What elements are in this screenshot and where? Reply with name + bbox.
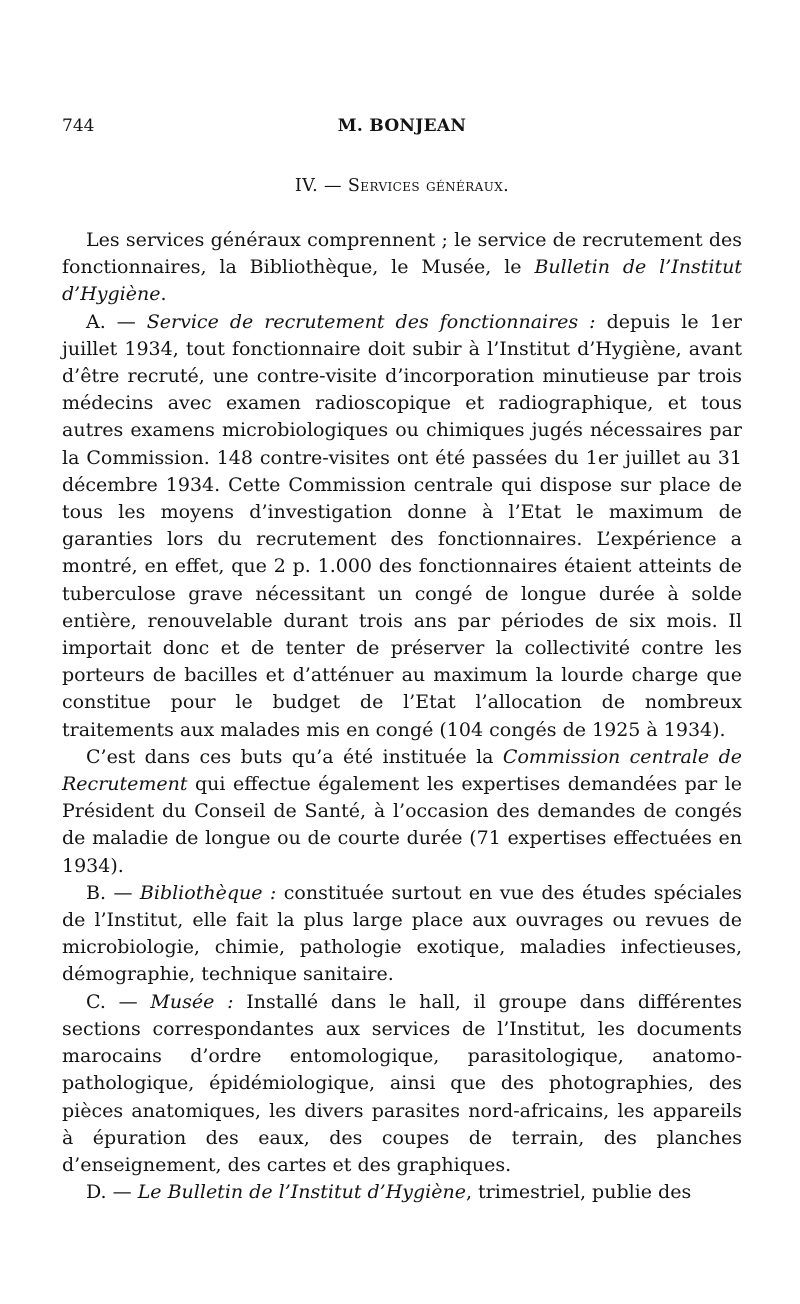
text-run: D. — bbox=[86, 1181, 138, 1204]
page-header bbox=[62, 116, 742, 140]
paragraph-intro bbox=[62, 227, 742, 309]
italic-run: Bulletin de l’Institut d’Hygiène bbox=[62, 256, 743, 306]
paragraph-commission bbox=[62, 744, 742, 880]
italic-run: Commission centrale de Recrutement bbox=[62, 745, 742, 796]
text-run: C’est dans ces buts qu’a été instituée la bbox=[86, 745, 503, 768]
text-run: C. — bbox=[86, 990, 151, 1013]
paragraph-musee bbox=[62, 989, 742, 1179]
text-run: . bbox=[160, 283, 167, 306]
body-text bbox=[62, 227, 742, 1206]
paragraph-bibliotheque bbox=[62, 880, 742, 989]
text-run: , trimestriel, publie des bbox=[465, 1181, 692, 1204]
text-run: Les services généraux comprennent ; le service de recrutement des fonctionnaires, la Bibliothèque, le Musée, le bbox=[62, 229, 742, 279]
paragraph-bulletin bbox=[62, 1179, 742, 1206]
page-number: 744 bbox=[62, 116, 95, 136]
text-run: Installé dans le hall, il groupe dans différentes sections correspondantes aux services de l’Institut, les documents marocains d’ordre entomologique, parasitologique, anatomo-pathologique, épidémiologique, ainsi que des photographies, des pièces anatomiques, les divers parasites nord-africains, les appareils à épuration des eaux, des coupes de terrain, des planches d’enseignement, des cartes et des graphiques. bbox=[62, 990, 743, 1176]
text-run: A. — bbox=[86, 310, 147, 333]
running-head: M. BONJEAN bbox=[337, 116, 467, 136]
italic-run: Le Bulletin de l’Institut d’Hygiène bbox=[137, 1181, 466, 1204]
paragraph-recrutement bbox=[62, 309, 742, 744]
italic-run: Service de recrutement des fonctionnaires : bbox=[146, 310, 596, 333]
section-heading: IV. — Services généraux. bbox=[294, 176, 510, 196]
text-run: constituée surtout en vue des études spéciales de l’Institut, elle fait la plus large place aux ouvrages ou revues de microbiologie, chimie, pathologie exotique, maladies infectieuses, démographie, technique sanitaire. bbox=[62, 881, 742, 986]
italic-run: Bibliothèque : bbox=[139, 881, 277, 904]
text-run: depuis le 1er juillet 1934, tout fonctionnaire doit subir à l’Institut d’Hygiène, avant d’être recruté, une contre-visite d’incorporation minutieuse par trois médecins avec examen radioscopique et radiographique, et tous autres examens microbiologiques ou chimiques jugés nécessaires par la Commission. 148 contre-visites ont été passées du 1er juillet au 31 décembre 1934. Cette Commission centrale qui dispose sur place de tous les moyens d’investigation donne à l’Etat le maximum de garanties lors du recrutement des fonctionnaires. L’expérience a montré, en effet, que 2 p. 1.000 des fonctionnaires étaient atteints de tuberculose grave nécessitant un congé de longue durée à solde entière, renouvelable durant trois ans par périodes de six mois. Il importait donc et de tenter de préserver la collectivité contre les porteurs de bacilles et d’atténuer au maximum la lourde charge que constitue pour le budget de l’Etat l’allocation de nombreux traitements aux malades mis en congé (104 congés de 1925 à 1934). bbox=[62, 310, 742, 741]
text-run: B. — bbox=[86, 881, 140, 904]
text-run: qui effectue également les expertises demandées par le Président du Conseil de Santé, à l’occasion des demandes de congés de maladie de longue ou de courte durée (71 expertises effectuées en 1934). bbox=[62, 773, 742, 877]
italic-run: Musée : bbox=[150, 990, 234, 1013]
